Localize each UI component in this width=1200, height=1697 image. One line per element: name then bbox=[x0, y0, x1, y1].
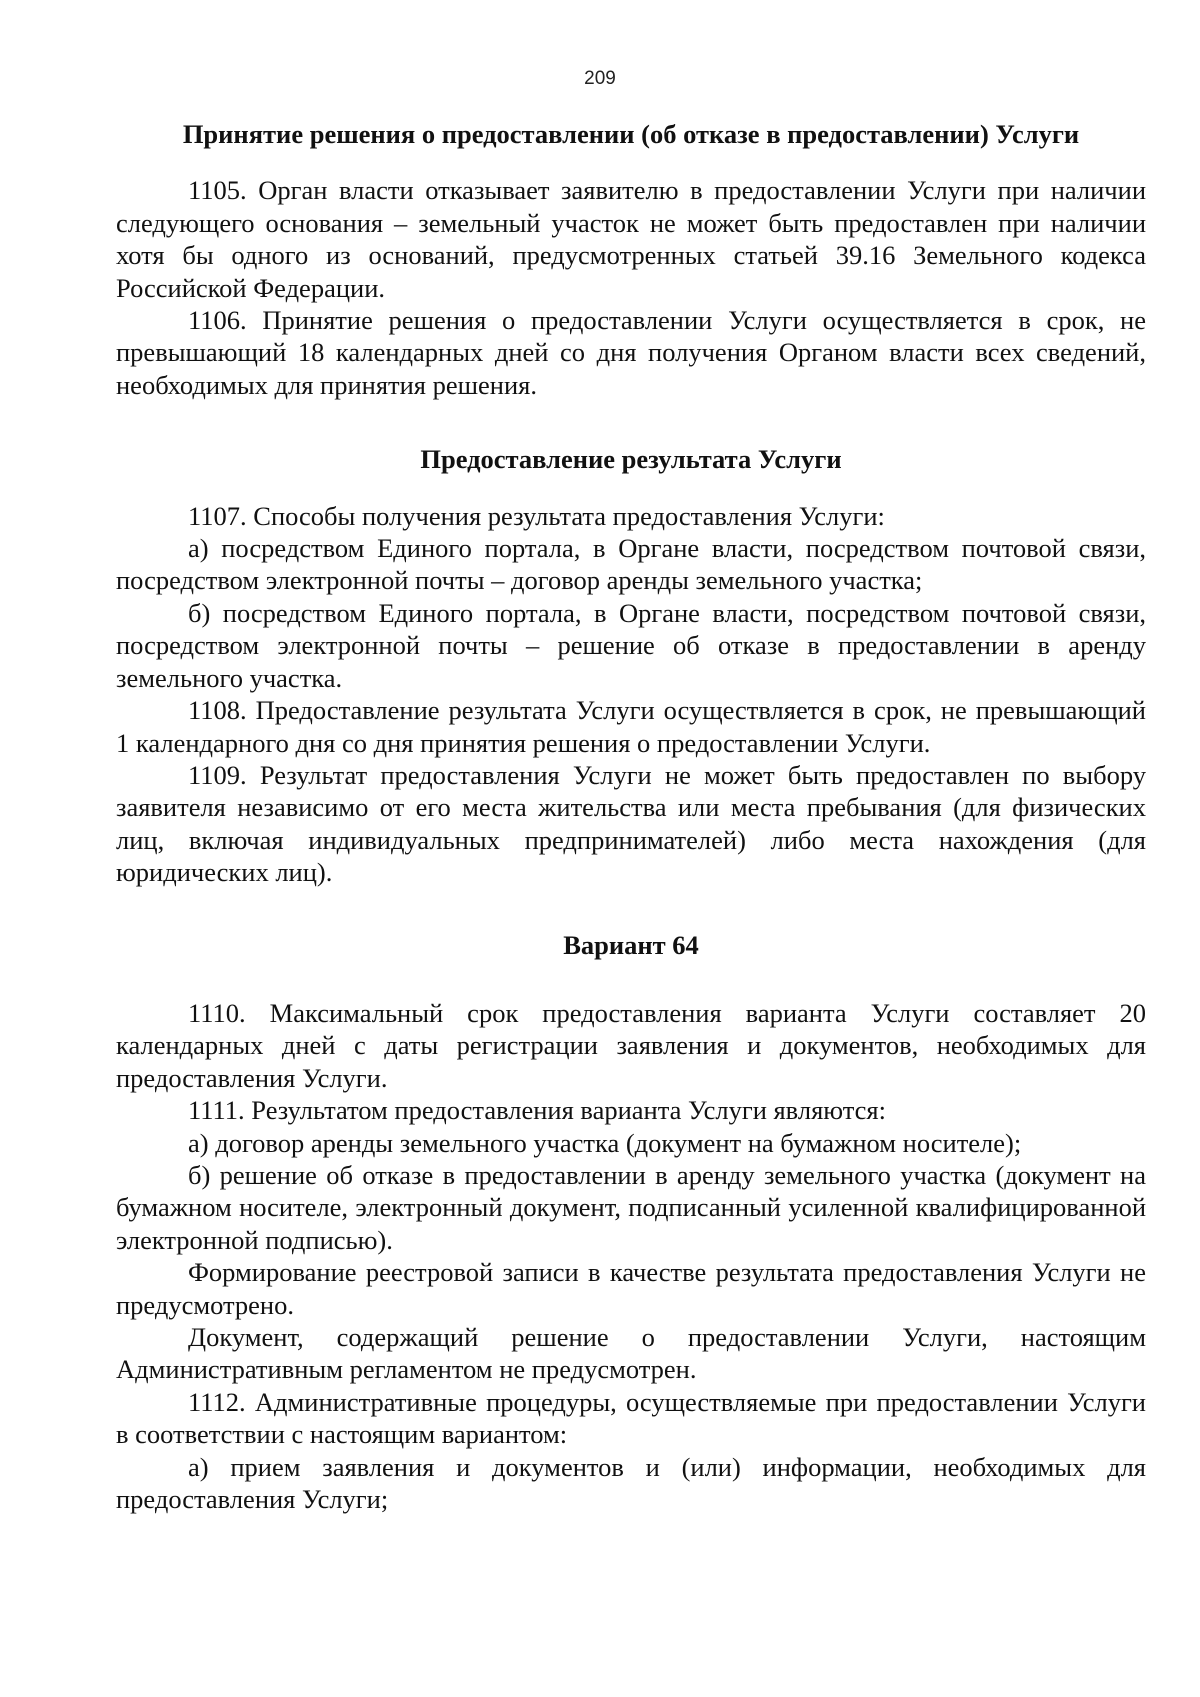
paragraph-1110: 1110. Максимальный срок предоставления варианта Услуги составляет 20 календарных дней с даты регистрации заявления и документов, необходимых для предоставления Услуги. bbox=[116, 997, 1146, 1093]
paragraph-1112-a: а) прием заявления и документов и (или) информации, необходимых для предоставления Услуги; bbox=[116, 1451, 1146, 1515]
paragraph-1111: 1111. Результатом предоставления варианта Услуги являются: bbox=[188, 1095, 886, 1126]
paragraph-1111-b: б) решение об отказе в предоставлении в аренду земельного участка (документ на бумажном носителе, электронный документ, подписанный усиленной квалифицированной электронной подписью). bbox=[116, 1159, 1146, 1255]
section-heading-decision: Принятие решения о предоставлении (об отказе в предоставлении) Услуги bbox=[182, 119, 1080, 149]
paragraph-registry-record: Формирование реестровой записи в качестве результата предоставления Услуги не предусмотрено. bbox=[116, 1257, 1146, 1320]
paragraph-1105: 1105. Орган власти отказывает заявителю в предоставлении Услуги при наличии следующего основания – земельный участок не может быть предоставлен при наличии хотя бы одного из оснований, предусмотренных статьей 39.16 Земельного кодекса Российской Федерации. bbox=[116, 175, 1146, 303]
paragraph-1108: 1108. Предоставление результата Услуги осуществляется в срок, не превышающий 1 календарного дня со дня принятия решения о предоставлении Услуги. bbox=[116, 695, 1146, 758]
paragraph-decision-document: Документ, содержащий решение о предоставлении Услуги, настоящим Административным регламентом не предусмотрен. bbox=[116, 1322, 1146, 1385]
page-content bbox=[116, 118, 1146, 1515]
paragraph-1107-b: б) посредством Единого портала, в Органе власти, посредством почтовой связи, посредством электронной почты – решение об отказе в предоставлении в аренду земельного участка. bbox=[116, 597, 1146, 693]
section-heading-result: Предоставление результата Услуги bbox=[420, 444, 842, 475]
paragraph-1109: 1109. Результат предоставления Услуги не может быть предоставлен по выбору заявителя независимо от его места жительства или места пребывания (для физических лиц, включая индивидуальных предпринимателей) либо места нахождения (для юридических лиц). bbox=[116, 759, 1146, 888]
section-heading-variant-64: Вариант 64 bbox=[563, 929, 699, 960]
paragraph-1112: 1112. Административные процедуры, осуществляемые при предоставлении Услуги в соответствии с настоящим вариантом: bbox=[116, 1386, 1146, 1450]
page-number: 209 bbox=[584, 68, 616, 89]
paragraph-1107: 1107. Способы получения результата предоставления Услуги: bbox=[188, 500, 885, 531]
paragraph-1107-a: а) посредством Единого портала, в Органе власти, посредством почтовой связи, посредством электронной почты – договор аренды земельного участка; bbox=[116, 533, 1146, 596]
paragraph-1106: 1106. Принятие решения о предоставлении Услуги осуществляется в срок, не превышающий 18 календарных дней со дня получения Органом власти всех сведений, необходимых для принятия решения. bbox=[116, 305, 1146, 400]
paragraph-1111-a: а) договор аренды земельного участка (документ на бумажном носителе); bbox=[188, 1127, 1022, 1158]
